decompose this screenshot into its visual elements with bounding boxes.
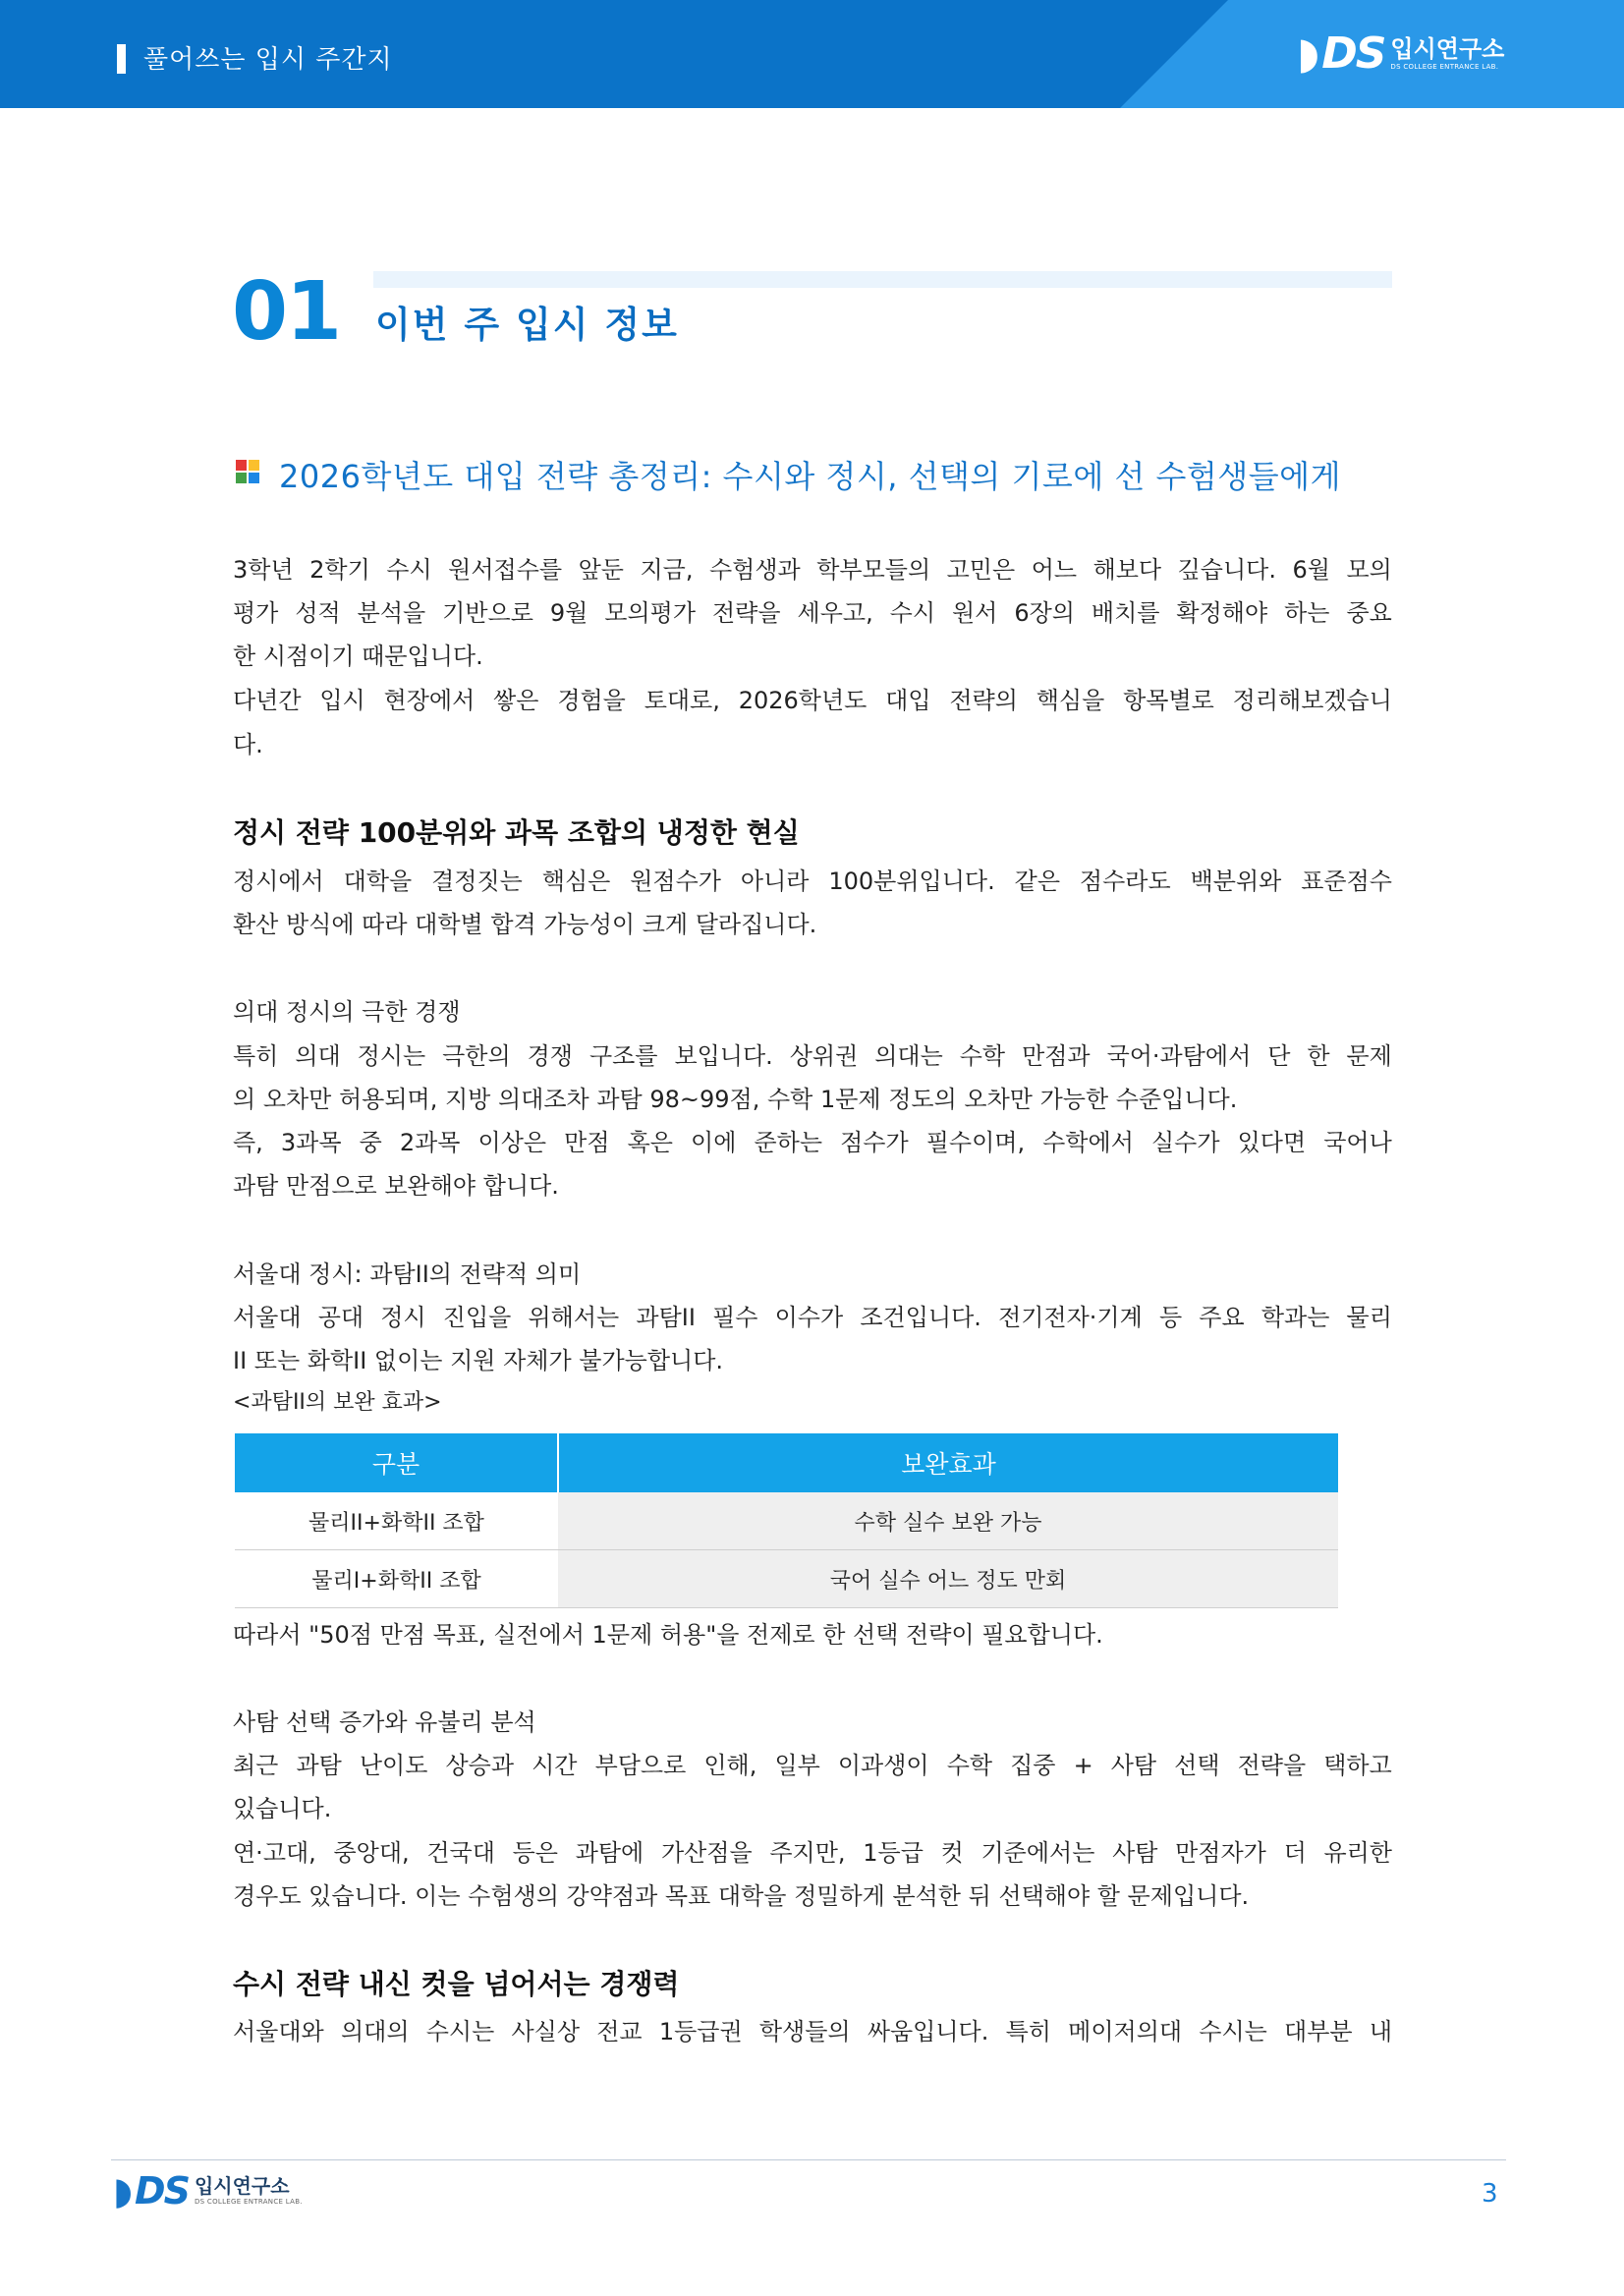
- section-title: 이번 주 입시 정보: [375, 304, 679, 346]
- ds-logo-text: DS: [135, 2169, 189, 2212]
- body-line: 연·고대, 중앙대, 건국대 등은 과탐에 가산점을 주지만, 1등급 컷 기준에서는 사탐 만점자가 더 유리한: [233, 1839, 1392, 1867]
- body-line: 의 오차만 허용되며, 지방 의대조차 과탐 98~99점, 수학 1문제 정도의 오차만 가능한 수준입니다.: [233, 1086, 1238, 1113]
- body-line: 서울대와 의대의 수시는 사실상 전교 1등급권 학생들의 싸움입니다. 특히 메이저의대 수시는 대부분 내: [233, 2018, 1392, 2045]
- table-row: [235, 1550, 1338, 1608]
- body-line: 3학년 2학기 수시 원서접수를 앞둔 지금, 수험생과 학부모들의 고민은 어느 해보다 깊습니다. 6월 모의: [233, 556, 1392, 584]
- table-header-cell: 보완효과: [558, 1433, 1338, 1492]
- header-bar-icon: [117, 44, 126, 74]
- section-title-band: [373, 271, 1392, 288]
- subheading-susi: 수시 전략 내신 컷을 넘어서는 경쟁력: [233, 1968, 680, 2000]
- ds-logo-korean: 입시연구소: [1390, 35, 1505, 63]
- subheading-jeongsi: 정시 전략 100분위와 과목 조합의 냉정한 현실: [233, 816, 800, 849]
- body-line: 다.: [233, 731, 263, 758]
- body-line: 따라서 "50점 만점 목표, 실전에서 1문제 허용"을 전제로 한 선택 전략이 필요합니다.: [233, 1621, 1103, 1649]
- header-title: 풀어쓰는 입시 주간지: [143, 45, 393, 75]
- body-line: 즉, 3과목 중 2과목 이상은 만점 혹은 이에 준하는 점수가 필수이며, 수학에서 실수가 있다면 국어나: [233, 1129, 1392, 1156]
- topic-label: 사탐 선택 증가와 유불리 분석: [233, 1708, 536, 1736]
- table-caption: <과탐II의 보완 효과>: [233, 1390, 442, 1415]
- footer-divider: [111, 2159, 1506, 2160]
- table-row: [235, 1492, 1338, 1550]
- table-header-cell: 구분: [235, 1433, 558, 1492]
- ds-logo-english: DS COLLEGE ENTRANCE LAB.: [194, 2198, 303, 2206]
- ds-logo-text: DS: [1321, 28, 1385, 79]
- ds-logo-korean: 입시연구소: [194, 2174, 290, 2198]
- section-number: 01: [232, 265, 341, 359]
- body-line: 최근 과탐 난이도 상승과 시간 부담으로 인해, 일부 이과생이 수학 집중 + 사탐 선택 전략을 택하고: [233, 1752, 1392, 1779]
- footer-ds-logo: [113, 2169, 303, 2212]
- article-title: 2026학년도 대입 전략 총정리: 수시와 정시, 선택의 기로에 선 수험생들에게: [279, 458, 1341, 495]
- icon-square-yellow: [249, 460, 259, 471]
- table-cell: 수학 실수 보완 가능: [558, 1492, 1338, 1550]
- body-line: 특히 의대 정시는 극한의 경쟁 구조를 보입니다. 상위권 의대는 수학 만점과 국어·과탐에서 단 한 문제: [233, 1042, 1392, 1070]
- icon-square-red: [236, 460, 247, 471]
- body-line: II 또는 화학II 없이는 지원 자체가 불가능합니다.: [233, 1347, 724, 1374]
- ds-logo-english: DS COLLEGE ENTRANCE LAB.: [1390, 63, 1499, 71]
- topic-label: 서울대 정시: 과탐II의 전략적 의미: [233, 1260, 582, 1288]
- table-cell: 물리II+화학II 조합: [235, 1492, 558, 1550]
- body-line: 경우도 있습니다. 이는 수험생의 강약점과 목표 대학을 정밀하게 분석한 뒤 선택해야 할 문제입니다.: [233, 1882, 1250, 1910]
- body-line: 있습니다.: [233, 1795, 332, 1822]
- body-line: 다년간 입시 현장에서 쌓은 경험을 토대로, 2026학년도 대입 전략의 핵심을 항목별로 정리해보겠습니: [233, 687, 1392, 714]
- body-line: 서울대 공대 정시 진입을 위해서는 과탐II 필수 이수가 조건입니다. 전기전자·기계 등 주요 학과는 물리: [233, 1304, 1392, 1331]
- table-cell: 물리I+화학II 조합: [235, 1550, 558, 1608]
- table-header-row: [235, 1433, 1338, 1492]
- ds-logo-mark-icon: ◗: [1297, 28, 1320, 79]
- icon-square-blue: [249, 473, 259, 483]
- body-line: 환산 방식에 따라 대학별 합격 가능성이 크게 달라집니다.: [233, 911, 817, 938]
- table-cell: 국어 실수 어느 정도 만회: [558, 1550, 1338, 1608]
- body-line: 정시에서 대학을 결정짓는 핵심은 원점수가 아니라 100분위입니다. 같은 점수라도 백분위와 표준점수: [233, 868, 1392, 895]
- body-line: 과탐 만점으로 보완해야 합니다.: [233, 1172, 559, 1200]
- page-number: 3: [1482, 2179, 1498, 2209]
- topic-label: 의대 정시의 극한 경쟁: [233, 998, 461, 1026]
- ds-logo: [1297, 28, 1505, 79]
- body-line: 한 시점이기 때문입니다.: [233, 643, 483, 670]
- body-line: 평가 성적 분석을 기반으로 9월 모의평가 전략을 세우고, 수시 원서 6장의 배치를 확정해야 하는 중요: [233, 599, 1392, 627]
- comparison-table: [235, 1433, 1338, 1608]
- article-title-icon: [236, 460, 259, 483]
- icon-square-green: [236, 473, 247, 483]
- ds-logo-mark-icon: ◗: [113, 2169, 134, 2212]
